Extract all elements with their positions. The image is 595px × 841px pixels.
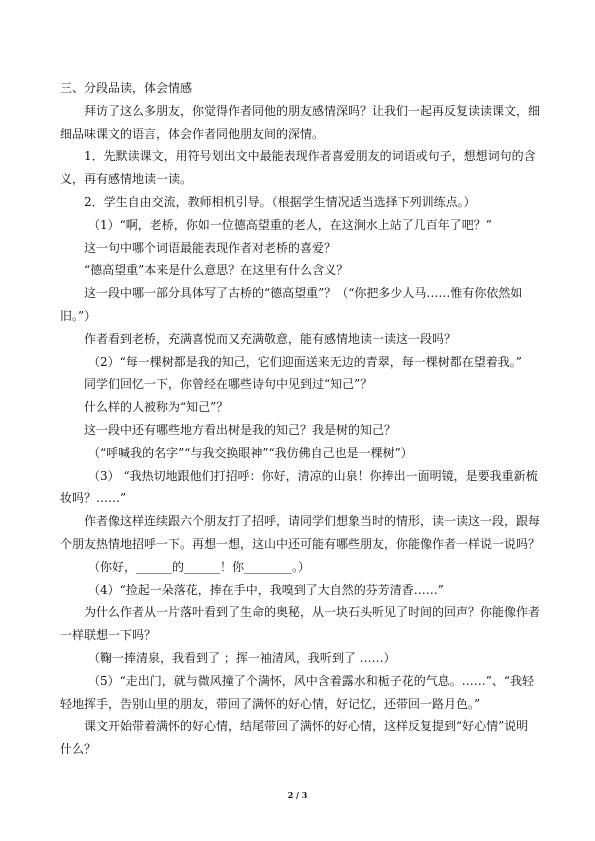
page-number: 2 / 3 bbox=[287, 790, 308, 800]
text-line: 三、分段品读，体会情感 bbox=[60, 81, 193, 95]
text-line: （1）“啊，老桥，你如一位德高望重的老人，在这涧水上站了几百年了吧？” bbox=[88, 217, 492, 232]
text-line: 细品味课文的语言，体会作者同他朋友间的深情。 bbox=[60, 126, 325, 141]
text-line: 这一段中还有哪些地方看出树是我的知己？我是树的知己？ bbox=[84, 422, 397, 437]
text-line: （“呼喊我的名字”“与我交换眼神”“我仿佛自己也是一棵树”） bbox=[88, 445, 413, 460]
text-line: （你好，______的______！你________。） bbox=[88, 559, 311, 574]
text-line: 同学们回忆一下，你曾经在哪些诗句中见到过“知己”？ bbox=[84, 377, 373, 392]
text-line: 1．先默读课文，用符号划出文中最能表现作者喜爱朋友的词语或句子，想想词句的含 bbox=[84, 149, 536, 164]
text-line: （鞠一捧清泉，我看到了 ；挥一袖清风，我听到了 ……） bbox=[88, 650, 396, 665]
text-line: 旧。”） bbox=[60, 308, 97, 323]
text-line: （3） “我热切地跟他们打招呼：你好，清凉的山泉！你捧出一面明镜，是要我重新梳 bbox=[88, 468, 538, 483]
text-line: 这一句中哪个词语最能表现作者对老桥的喜爱？ bbox=[84, 240, 337, 255]
text-line: 这一段中哪一部分具体写了古桥的“德高望重”？（“你把多少人马……惟有你依然如 bbox=[84, 286, 523, 301]
text-line: 为什么作者从一片落叶看到了生命的奥秘，从一块石头听见了时间的回声？你能像作者 bbox=[84, 605, 541, 620]
text-line: 什么样的人被称为“知己”？ bbox=[84, 400, 229, 415]
document-body bbox=[60, 77, 540, 761]
text-line: 个朋友热情地招呼一下。再想一想，这山中还可能有哪些朋友，你能像作者一样说一说吗？ bbox=[60, 536, 541, 551]
text-line: （2）“每一棵树都是我的知己，它们迎面送来无边的青翠，每一棵树都在望着我。” bbox=[88, 354, 522, 369]
text-line: 一样联想一下吗？ bbox=[60, 628, 157, 643]
text-line: （5）“走出门，就与微风撞了个满怀，风中含着露水和栀子花的气息。……”、“我轻 bbox=[88, 673, 535, 688]
text-line: “德高望重”本来是什么意思？在这里有什么含义？ bbox=[84, 263, 349, 278]
text-line: 义，再有感情地读一读。 bbox=[60, 172, 193, 187]
text-line: 什么？ bbox=[60, 742, 97, 757]
text-line: 2．学生自由交流，教师相机引导。（根据学生情况适当选择下列训练点。） bbox=[84, 194, 476, 209]
text-line: 作者像这样连续跟六个朋友打了招呼，请同学们想象当时的情形，读一读这一段，跟每 bbox=[84, 514, 541, 529]
text-line: 课文开始带着满怀的好心情，结尾带回了满怀的好心情，这样反复提到“好心情”说明 bbox=[84, 719, 529, 734]
text-line: （4）“捡起一朵落花，捧在手中，我嗅到了大自然的芬芳清香……” bbox=[88, 582, 444, 597]
text-line: 轻地挥手，告别山里的朋友，带回了满怀的好心情，好记忆，还带回一路月色。” bbox=[60, 696, 481, 711]
text-line: 作者看到老桥，充满喜悦而又充满敬意，能有感情地读一读这一段吗？ bbox=[84, 331, 457, 346]
text-line: 妆吗？……” bbox=[60, 491, 127, 506]
text-line: 拜访了这么多朋友，你觉得作者同他的朋友感情深吗？让我们一起再反复读读课文，细 bbox=[84, 103, 541, 118]
